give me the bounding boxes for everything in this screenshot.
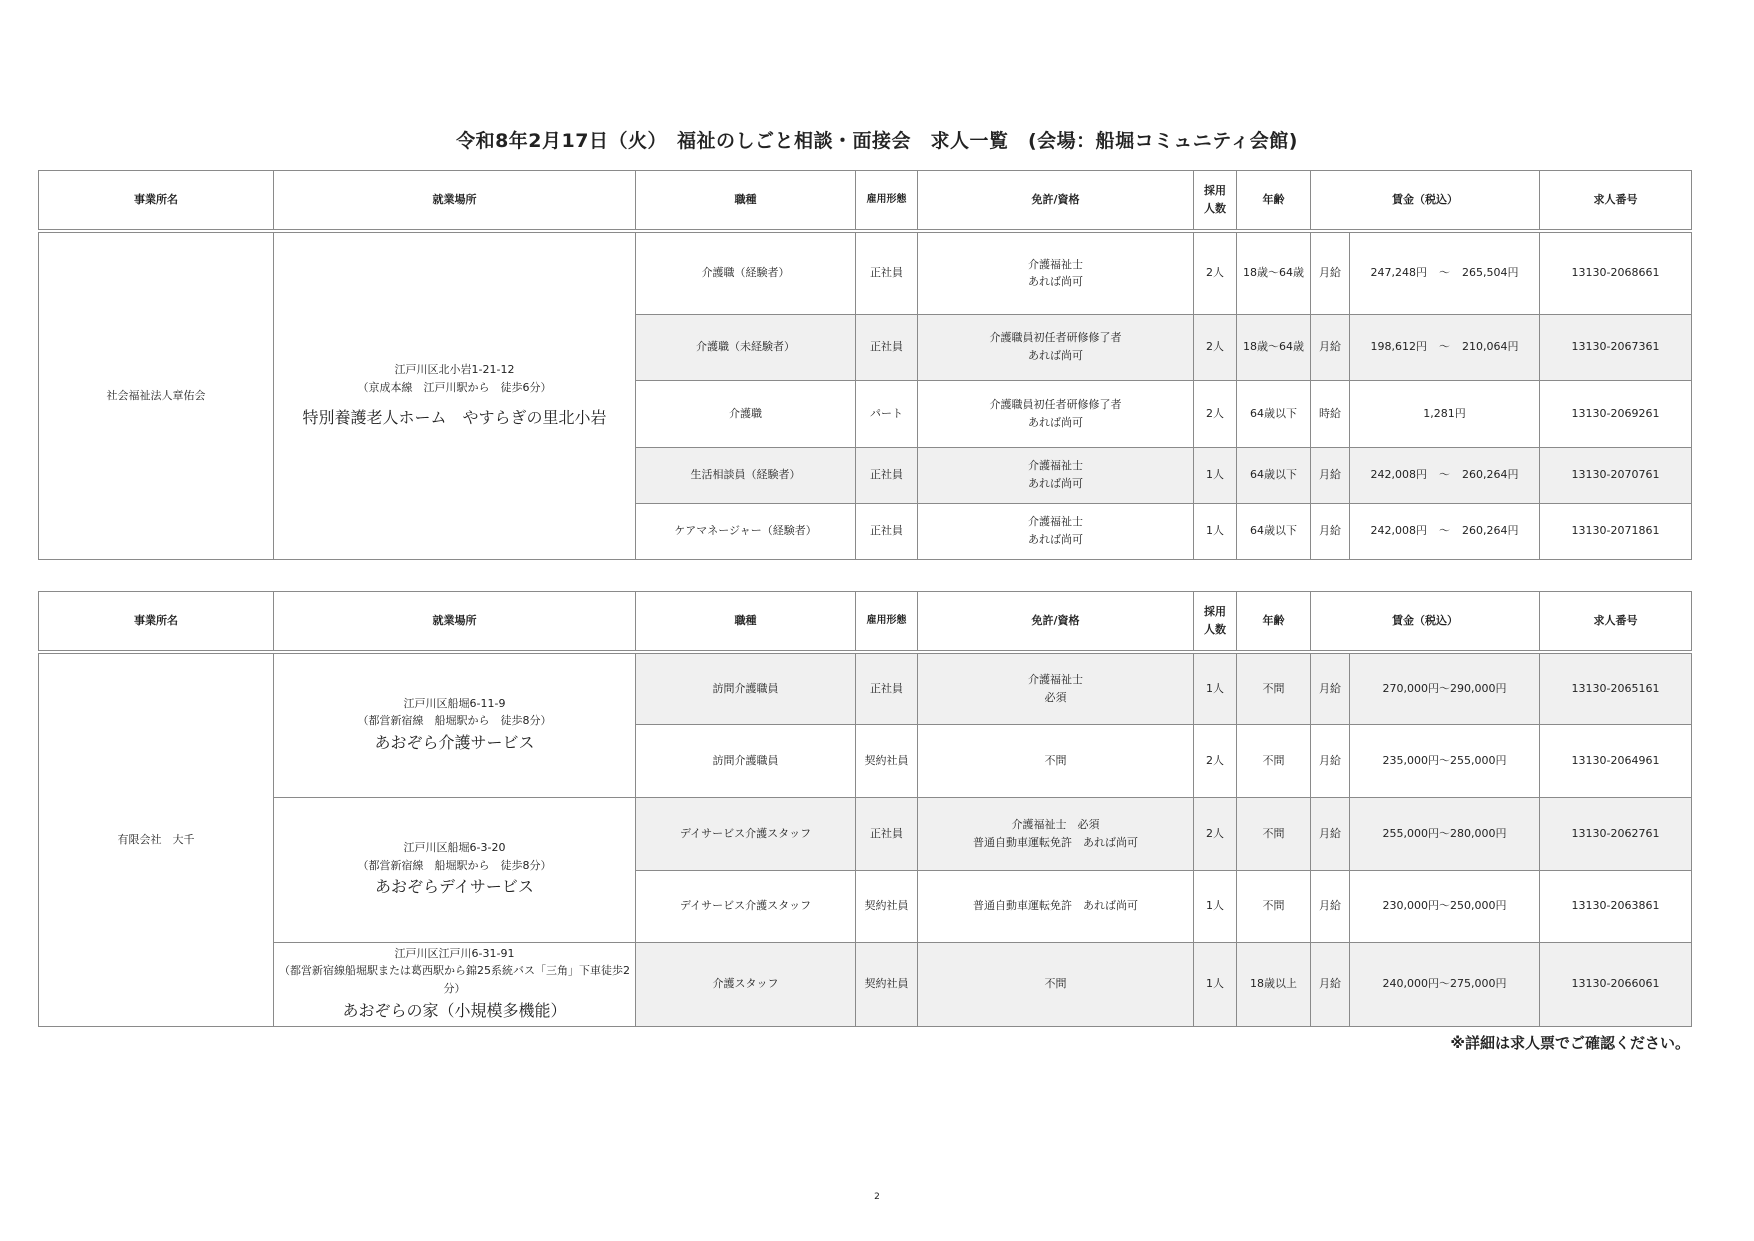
facility-name: あおぞらデイサービス [375, 877, 534, 897]
job-title: 介護職（未経験者） [636, 314, 856, 380]
license: 介護職員初任者研修修了者 あれば尚可 [918, 314, 1194, 380]
table-row [39, 652, 1692, 724]
job-number: 13130-2066061 [1540, 942, 1692, 1026]
pay-type: 月給 [1311, 231, 1350, 314]
employment-type: 正社員 [856, 447, 918, 503]
pay-type: 月給 [1311, 503, 1350, 559]
header-hire-count: 採用 人数 [1194, 171, 1237, 232]
hire-count: 1人 [1194, 870, 1237, 942]
age: 64歳以下 [1237, 503, 1311, 559]
access: （京成本線 江戸川駅から 徒歩6分） [357, 380, 552, 394]
pay-type: 月給 [1311, 942, 1350, 1026]
employment-type: 契約社員 [856, 724, 918, 797]
wage: 240,000円～275,000円 [1350, 942, 1540, 1026]
employment-type: 契約社員 [856, 942, 918, 1026]
access: （都営新宿線 船堀駅から 徒歩8分） [357, 714, 552, 728]
license: 介護福祉士 あれば尚可 [918, 447, 1194, 503]
hire-count: 2人 [1194, 724, 1237, 797]
page-title: 令和8年2月17日（火） 福祉のしごと相談・面接会 求人一覧 (会場：船堀コミュニティ会館) [456, 130, 1298, 152]
job-number: 13130-2069261 [1540, 380, 1692, 447]
access: （都営新宿線船堀駅または葛西駅から錦25系統バス「三角」下車徒歩2分） [279, 964, 630, 995]
table-row [39, 231, 1692, 314]
header-age: 年齢 [1237, 592, 1311, 653]
employment-type: 正社員 [856, 314, 918, 380]
hire-count: 2人 [1194, 380, 1237, 447]
age: 18歳以上 [1237, 942, 1311, 1026]
hire-count: 1人 [1194, 652, 1237, 724]
job-number: 13130-2070761 [1540, 447, 1692, 503]
job-title: デイサービス介護スタッフ [636, 797, 856, 870]
job-number: 13130-2062761 [1540, 797, 1692, 870]
job-number: 13130-2067361 [1540, 314, 1692, 380]
employment-type: 正社員 [856, 231, 918, 314]
header-license: 免許/資格 [918, 592, 1194, 653]
work-location [274, 942, 636, 1026]
job-title: 介護スタッフ [636, 942, 856, 1026]
job-title: ケアマネージャー（経験者） [636, 503, 856, 559]
header-location: 就業場所 [274, 592, 636, 653]
age: 18歳～64歳 [1237, 231, 1311, 314]
header-employment: 雇用形態 [856, 171, 918, 232]
facility-name: 特別養護老人ホーム やすらぎの里北小岩 [302, 407, 607, 427]
access: （都営新宿線 船堀駅から 徒歩8分） [357, 858, 552, 872]
wage: 235,000円～255,000円 [1350, 724, 1540, 797]
header-job-number: 求人番号 [1540, 171, 1692, 232]
company-name: 社会福祉法人章佑会 [39, 231, 274, 559]
header-employment: 雇用形態 [856, 592, 918, 653]
job-table-2 [38, 591, 1692, 1027]
page-number: 2 [874, 1192, 880, 1202]
employment-type: 正社員 [856, 797, 918, 870]
pay-type: 月給 [1311, 870, 1350, 942]
table-row [39, 797, 1692, 870]
job-title: 訪問介護職員 [636, 652, 856, 724]
pay-type: 月給 [1311, 724, 1350, 797]
job-title: 生活相談員（経験者） [636, 447, 856, 503]
job-title: デイサービス介護スタッフ [636, 870, 856, 942]
company-name: 有限会社 大千 [39, 652, 274, 1026]
age: 18歳～64歳 [1237, 314, 1311, 380]
header-company: 事業所名 [39, 592, 274, 653]
pay-type: 月給 [1311, 314, 1350, 380]
header-hire-count: 採用 人数 [1194, 592, 1237, 653]
hire-count: 2人 [1194, 231, 1237, 314]
wage: 242,008円 ～ 260,264円 [1350, 447, 1540, 503]
job-table-1 [38, 170, 1692, 560]
age: 64歳以下 [1237, 380, 1311, 447]
job-title: 訪問介護職員 [636, 724, 856, 797]
pay-type: 月給 [1311, 652, 1350, 724]
pay-type: 月給 [1311, 797, 1350, 870]
age: 不問 [1237, 724, 1311, 797]
employment-type: 正社員 [856, 503, 918, 559]
job-number: 13130-2065161 [1540, 652, 1692, 724]
work-location [274, 797, 636, 942]
age: 不問 [1237, 652, 1311, 724]
hire-count: 1人 [1194, 942, 1237, 1026]
hire-count: 2人 [1194, 797, 1237, 870]
age: 不問 [1237, 870, 1311, 942]
hire-count: 2人 [1194, 314, 1237, 380]
job-title: 介護職 [636, 380, 856, 447]
pay-type: 月給 [1311, 447, 1350, 503]
license: 介護職員初任者研修修了者 あれば尚可 [918, 380, 1194, 447]
address: 江戸川区船堀6-3-20 [403, 841, 506, 855]
address: 江戸川区江戸川6-31-91 [394, 946, 515, 960]
header-wage: 賃金（税込） [1311, 592, 1540, 653]
wage: 1,281円 [1350, 380, 1540, 447]
footnote: ※詳細は求人票でご確認ください。 [1450, 1034, 1690, 1052]
job-number: 13130-2063861 [1540, 870, 1692, 942]
job-number: 13130-2068661 [1540, 231, 1692, 314]
header-wage: 賃金（税込） [1311, 171, 1540, 232]
job-number: 13130-2071861 [1540, 503, 1692, 559]
license: 介護福祉士 必須 普通自動車運転免許 あれば尚可 [918, 797, 1194, 870]
header-age: 年齢 [1237, 171, 1311, 232]
hire-count: 1人 [1194, 503, 1237, 559]
license: 介護福祉士 あれば尚可 [918, 231, 1194, 314]
wage: 255,000円～280,000円 [1350, 797, 1540, 870]
work-location [274, 652, 636, 797]
work-location [274, 231, 636, 559]
pay-type: 時給 [1311, 380, 1350, 447]
address: 江戸川区北小岩1-21-12 [394, 363, 515, 377]
age: 不問 [1237, 797, 1311, 870]
job-number: 13130-2064961 [1540, 724, 1692, 797]
wage: 242,008円 ～ 260,264円 [1350, 503, 1540, 559]
facility-name: あおぞら介護サービス [374, 733, 535, 753]
license: 不問 [918, 942, 1194, 1026]
license: 介護福祉士 必須 [918, 652, 1194, 724]
license: 不問 [918, 724, 1194, 797]
wage: 247,248円 ～ 265,504円 [1350, 231, 1540, 314]
wage: 270,000円～290,000円 [1350, 652, 1540, 724]
wage: 230,000円～250,000円 [1350, 870, 1540, 942]
employment-type: 正社員 [856, 652, 918, 724]
header-job: 職種 [636, 592, 856, 653]
age: 64歳以下 [1237, 447, 1311, 503]
header-company: 事業所名 [39, 171, 274, 232]
hire-count: 1人 [1194, 447, 1237, 503]
header-license: 免許/資格 [918, 171, 1194, 232]
job-title: 介護職（経験者） [636, 231, 856, 314]
facility-name: あおぞらの家（小規模多機能） [342, 1000, 567, 1020]
table-row [39, 942, 1692, 1026]
wage: 198,612円 ～ 210,064円 [1350, 314, 1540, 380]
address: 江戸川区船堀6-11-9 [403, 696, 506, 710]
header-job-number: 求人番号 [1540, 592, 1692, 653]
license: 普通自動車運転免許 あれば尚可 [918, 870, 1194, 942]
employment-type: パート [856, 380, 918, 447]
header-job: 職種 [636, 171, 856, 232]
header-location: 就業場所 [274, 171, 636, 232]
employment-type: 契約社員 [856, 870, 918, 942]
license: 介護福祉士 あれば尚可 [918, 503, 1194, 559]
